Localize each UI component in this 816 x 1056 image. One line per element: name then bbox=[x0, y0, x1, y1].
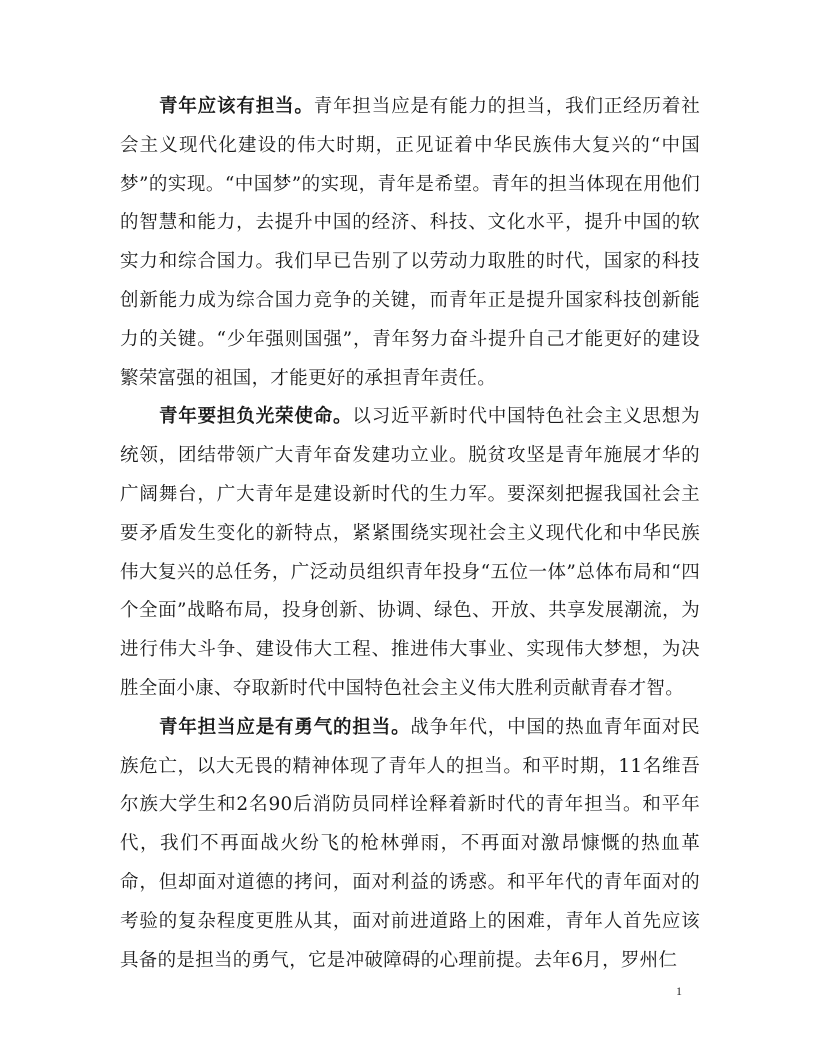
paragraph-3 bbox=[120, 709, 700, 981]
page-number: 1 bbox=[676, 984, 682, 998]
paragraph-3-body: 战争年代，中国的热血青年面对民族危亡，以大无畏的精神体现了青年人的担当。和平时期，11名维吾尔族大学生和2名90后消防员同样诠释着新时代的青年担当。和平年代，我们不再面战火纷飞的枪林弹雨，不再面对激昂慷慨的热血革命，但却面对道德的拷问，面对利益的诱惑。和平年代的青年面对的考验的复杂程度更胜从其，面对前进道路上的困难，青年人首先应该具备的是担当的勇气，它是冲破障碍的心理前提。去年6月，罗州仁 bbox=[120, 716, 700, 971]
paragraph-1-body: 青年担当应是有能力的担当，我们正经历着社会主义现代化建设的伟大时期，正见证着中华民族伟大复兴的“中国梦”的实现。“中国梦”的实现，青年是希望。青年的担当体现在用他们的智慧和能力，去提升中国的经济、科技、文化水平，提升中国的软实力和综合国力。我们早已告别了以劳动力取胜的时代，国家的科技创新能力成为综合国力竞争的关键，而青年正是提升国家科技创新能力的关键。“少年强则国强”，青年努力奋斗提升自己才能更好的建设繁荣富强的祖国，才能更好的承担青年责任。 bbox=[120, 96, 700, 389]
paragraph-1-lead: 青年应该有担当。 bbox=[159, 96, 314, 117]
paragraph-3-lead: 青年担当应是有勇气的担当。 bbox=[159, 716, 411, 738]
paragraph-2-lead: 青年要担负光荣使命。 bbox=[159, 406, 353, 428]
paragraph-2 bbox=[120, 398, 700, 708]
paragraph-2-body: 以习近平新时代中国特色社会主义思想为统领，团结带领广大青年奋发建功立业。脱贫攻坚是青年施展才华的广阔舞台，广大青年是建设新时代的生力军。要深刻把握我国社会主要矛盾发生变化的新特点，紧紧围绕实现社会主义现代化和中华民族伟大复兴的总任务，广泛动员组织青年投身“五位一体”总体布局和“四个全面”战略布局，投身创新、协调、绿色、开放、共享发展潮流，为进行伟大斗争、建设伟大工程、推进伟大事业、实现伟大梦想，为决胜全面小康、夺取新时代中国特色社会主义伟大胜利贡献青春才智。 bbox=[120, 406, 700, 699]
paragraph-1 bbox=[120, 88, 700, 398]
body-text bbox=[120, 88, 700, 980]
